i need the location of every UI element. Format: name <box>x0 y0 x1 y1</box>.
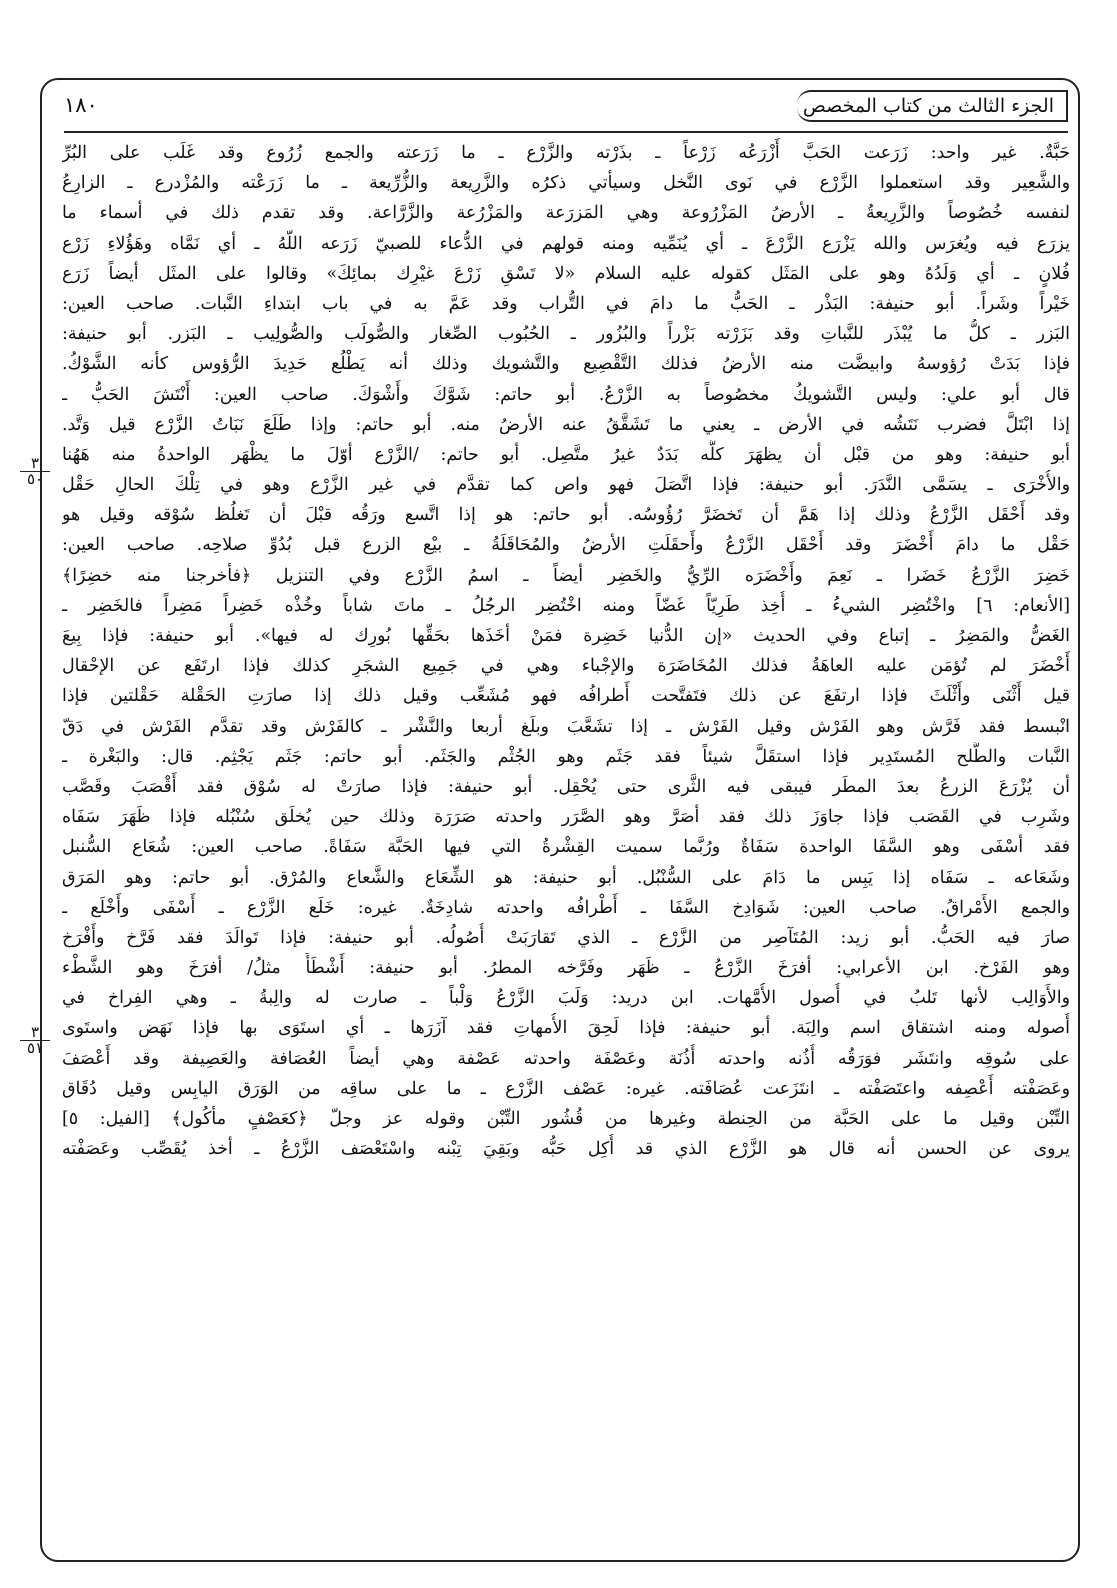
body-text <box>62 138 1070 1164</box>
text-line: انْبسط فقد فَرَّش وهو الفَرْش وقيل الفَرْش ـ إذا تشَعَّبَ وبلَغ أربعا والنَّشْر ـ كالفَرْش وقد تقدَّم الفَرْش في دَقّ <box>62 716 1070 737</box>
text-line: خَيْراً وشَراً. أبو حنيفة: البَذْر ـ الحَبُّ ما دامَ في التُّراب وقد عَمَّ به في باب ابتداءِ النَّبات. صاحب العين: <box>62 293 1070 314</box>
text-line: إذا ابْتَلَّ فضرب نَتَشُه في الأرض ـ يعني ما تَشَقَّقُ عنه الأرضُ منه. أبو حاتم: وإذا طَلَعَ نَبَاتُ الزَّرْع قيل وَتَّد. <box>62 414 1070 435</box>
text-line: والأُخْرَى ـ يسَمَّى النَّدَرَ. أبو حنيفة: فإذا اتَّصَلَ فهو واص كما تقدَّم في غير الزَّرْع وهو في تِلْكَ الحالِ حَقْل <box>62 475 1070 496</box>
text-line: حَقْل ما دامَ أَخْضَرَ وقد أَحْقَل الزَّرْعُ وأَحقَلَتِ الأرضُ والمُحَاقَلَةُ ـ بيْع الزرع قبل بُدُوِّ صلاحِه. صاحب العين: <box>62 535 1070 556</box>
text-line: يروى عن الحسن أنه قال هو الزَّرْع الذي قد أُكِل حَبُّه وبَقِيَ تِبْنه واسْتَعْصَف الزَّرْعُ ـ أخذ يُقَصِّب وعَصَفْته <box>62 1139 1070 1160</box>
page-header <box>64 86 1068 126</box>
margin-marker: ٣ ٥١ <box>20 1025 50 1056</box>
page-number: ١٨٠ <box>64 93 98 117</box>
text-line: وقد أَحْقَل الزَّرْعُ وذلك إذا هَمَّ أن تَخضَرَّ رُؤُوسُه. أبو حاتم: هو إذا اتَّسع ورَقُه قبْلَ أن تَغلُظ سُوْقه وقيل هو <box>62 505 1070 526</box>
text-line: وهو الفَرْخ. ابن الأعرابي: أفرَخَ الزَّرْعُ ـ ظَهَر وفَرَّخه المطرُ. أبو حنيفة: أَشْطَأَ مثلُ/ أفرَخَ وهو الشَّطْء <box>62 958 1070 979</box>
text-line: [الأنعام: ٦] واخْتُضِر الشيءُ ـ أُخِذ طَرِيّاً غَضّاً ومنه اخْتُضِر الرجُلُ ـ ماتَ شاباً وخُذْه خَضِراً مَضِراً فالخَضِر ـ <box>62 595 1070 616</box>
text-line: فإذا بَدَتْ رُؤوسهُ وابيضَّت منه الأرضُ فذلك التَّقْصِيع والتَّشويك وذلك أنه يَطْلُع حَدِيدَ الرُّؤوس كأنه الشَّوْكُ. <box>62 354 1070 375</box>
text-line: يزرَع فيه ويُغرَس والله يَزْرَع الزَّرْعَ ـ أي يُنَمِّيه ومنه قولهم في الدُّعاء للصبيّ زَرَعه اللّهُ ـ أي نَمَّاه وهَؤُلاءِ زَرْع <box>62 233 1070 254</box>
text-line: أبو حنيفة: وهو من قبْل أن يظهَرَ كلُّه بَدَدٌ غيرُ متَّصِل. أبو حاتم: /الزَّرْع أوّلَ ما يظْهَر الواحدةُ منه هَهُنا <box>62 444 1070 465</box>
text-line: والأَوَالِب لأنها تَلبُ في أُصول الأُمَّهات. ابن دريد: وَلَبَ الزَّرْعُ وَلْباً ـ صارت له والِبةُ ـ وهي الفِراخ في <box>62 988 1070 1009</box>
text-line: الغَضُّ والمَضِرُ ـ إتباع وفي الحديث «إن الدُّنيا خَضِرة فمَنْ أخَذَها بحَقِّها بُورِك له فيها». أبو حنيفة: فإذا بِيعَ <box>62 626 1070 646</box>
text-line: لنفسه خُصُوصاً والزَّرِيعةُ ـ الأرضُ المَزْرُوعة وهي المَزرَعة والمَزْرُعة والزَّرَّاعة. وقد تقدم ذلك في أسماء ما <box>62 203 1070 224</box>
text-line: التِّبْن وقيل ما على الحَبَّة من الحِنطة وغيرها من قُشُور التِّبْن وقوله عز وجلّ ﴿كعَصْفٍ مأكُول﴾ [الفيل: ٥] <box>62 1109 1070 1129</box>
text-line: حَبَّةٌ. غير واحد: زَرَعت الحَبَّ أَزْرَعُه زَرْعاً ـ بذَرْته والزَّرْع ـ ما زَرَعته والجمع زُرُوع وقد غَلَب على البُرِّ <box>62 143 1070 163</box>
text-line: خَضِرَ الزَّرْعُ خَضَرا ـ نَعِمَ وأَخْضَرَه الرِّيُّ والخَضِر أيضاً ـ اسمُ الزَّرْع وفي التنزيل ﴿فأخرجنا منه خضِرًا﴾ <box>62 565 1070 586</box>
text-line: أُصوله ومنه اشتقاق اسم والِبَة. أبو حنيفة: فإذا لَحِقَ الأُمهاتِ فقد آزَرَها ـ أي استَوَى بها فإذا نَهَض واستَوى <box>62 1018 1070 1039</box>
text-line: وشَرِب في القَصَب فإذا جاوَزَ ذلك فقد أصَرَّ وهو الصَّرَر واحدته صَرَرَة وذلك حين يُخلَق سُنْبُله فإذا ظَهَرَ سَفَاه <box>62 807 1070 828</box>
text-line: فُلانٍ ـ أي وَلَدُهُ وهو على المَثَل كقوله عليه السلام «لا تَسْقِ زَرْعَ غيْرِك بمائِكَ» وقالوا على المثَل أيضاً زَرَع <box>62 263 1070 284</box>
text-line: أَخْضَرَ لم تُؤمَن عليه العاهَةُ فذلك المُخَاضَرَة والإجْباء وهي في جَمِيع الشجَرِ كذلك فإذا ارتَفَع عن الإحْقال <box>62 656 1070 677</box>
text-line: والجمع الأَمْراقُ. صاحب العين: شَوَادِخ السَّفَا ـ أَطْرافُه واحدته شادِخَةٌ. غيره: خَلَع الزَّرْع ـ أَسْفَى وأَخْلَع ـ <box>62 897 1070 918</box>
text-line: صارَ فيه الحَبُّ. أبو زيد: المُتَآصِر من الزَّرْع ـ الذي تَقارَبَتْ أُصُولُه. أبو حنيفة: فإذا تَوالَدَ فقد فَرَّخ وأَفْرَخ <box>62 927 1070 948</box>
text-line: البَزر ـ كلُّ ما يُبْذَر للنَّباتِ وقد بَزَرْته بَزْراً والبُزُور ـ الحُبُوب الصِّغار والصُّولَب والصُّولِيب ـ البَزر. أبو حنيفة: <box>62 324 1070 345</box>
text-line: قيل أَثْنَى وأَثْلَثَ فإذا ارتفَعَ عن ذلك فتَفتَّحت أَطرافُه فهو مُشَعِّب وقيل ذلك إذا صارَتِ الحَقْلة حَقْلتين فإذا <box>62 686 1070 707</box>
text-line: فقد أسْفَى وهو السَّفَا الواحدة سَفَاةٌ ورُبَّما سميت القِشْرةُ التي فيها الحَبَّة سَفَاةً. صاحب العين: شُعَاع السُّنبل <box>62 837 1070 858</box>
text-line: النَّبات والطَّلح المُستَدِير فإذا استقَلَّ شيئاً فقد جَثَم وهو الجُثْم والجَثَم. أبو حاتم: جَثَم يَجْثِم. قال: والبَغْرة ـ <box>62 746 1070 767</box>
text-line: والشَّعِير وقد استعملوا الزَّرْع في نَوى النَّخل وسيأتي ذكرُه والزَّرِيعة والزُّرِّيعة ـ ما زَرَعْته والمُزْدرع ـ الزارِعُ <box>62 173 1070 194</box>
running-title: الجزء الثالث من كتاب المخصص <box>797 90 1068 122</box>
text-line: قال أبو علي: وليس التَّشويكُ مخصُوصاً به الزَّرْعُ. أبو حاتم: شَوَّكَ وأَشْوَكَ. صاحب العين: أَنْتَشَ الحَبُّ ـ <box>62 384 1070 405</box>
text-line: وشَعَاعه ـ سَفَاه إذا يَبِس ما دَامَ على السُّنْبُل. أبو حنيفة: هو الشِّعَاع والشَّعاع والمُرْق. أبو حاتم: وهو المَرَق <box>62 867 1070 888</box>
header-divider <box>64 131 1068 133</box>
margin-marker: ٣ ٥٠ <box>20 456 50 487</box>
text-line: وعَصَفْته أَعْصِفه واعتَصَفْته ـ انتَزَعت عُصَافَته. غيره: عَصْف الزَّرْع ـ ما على ساقِه من الوَرَق اليابِس وقيل دُقَاق <box>62 1078 1070 1099</box>
text-line: على سُوقِه وانتَشَر فوَرَقُه أُذُنه واحدته أُذُنَة وعَصْفَة واحدته عَصْفة وهي أيضاً العُصَافة والعَصِيفة وقد أَعْصَفَ <box>62 1048 1070 1069</box>
text-line: أن يُزْرَعَ الزرعُ بعدَ المطَر فيبقى فيه الثَّرى حتى يُحْقِل. أبو حنيفة: فإذا صارَتْ له سُوْق فقد أَقْصَبَ وقَصَّب <box>62 776 1070 797</box>
